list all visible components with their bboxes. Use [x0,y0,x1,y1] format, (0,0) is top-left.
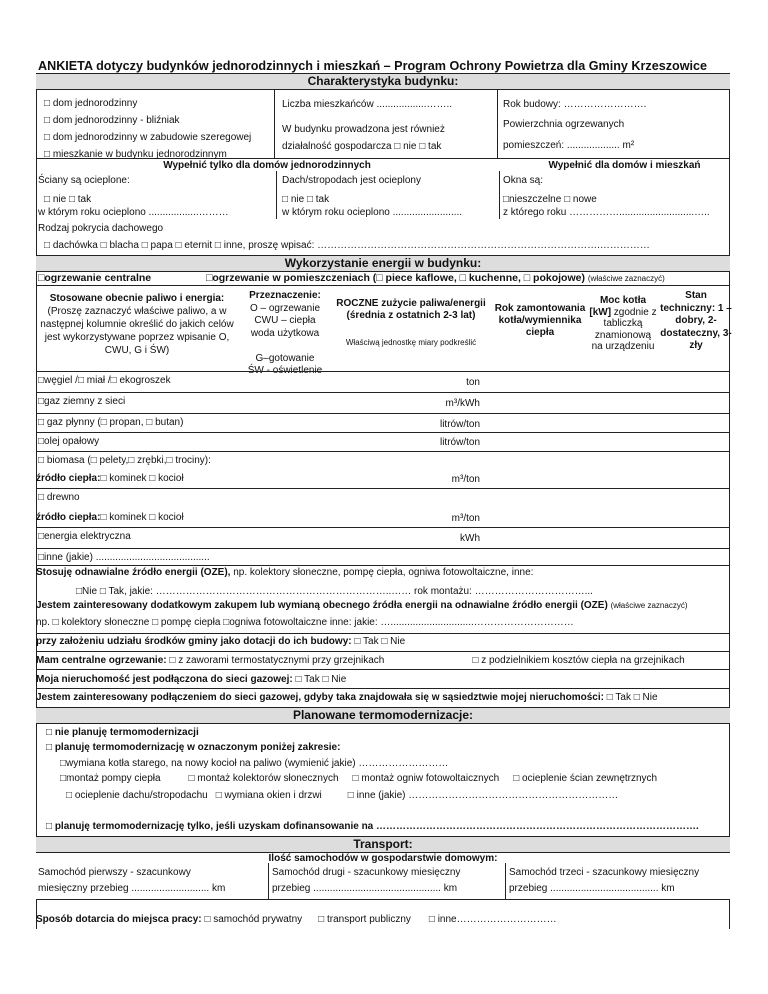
fuel-row-oil[interactable]: □olej opałowy [38,436,100,447]
car-1-field[interactable]: Samochód pierwszy - szacunkowy miesięczny przebieg ............................ km [38,867,226,894]
building-type-option[interactable]: □ dom jednorodzinny [44,98,138,109]
page-title: ANKIETA dotyczy budynków jednorodzinnych i mieszkań – Program Ochrony Powietrza dla Gminy Krzeszowice [38,59,708,73]
residents-count-field[interactable]: Liczba mieszkańców ..................…….. [282,99,453,110]
annual-use-col-note: Właściwą jednostkę miary podkreślić [345,338,477,347]
fuel-row-unit: litrów/ton [439,437,480,448]
car-3-field[interactable]: Samochód trzeci - szacunkowy miesięczny przebieg ....................................... km [509,867,700,894]
fuel-row-unit: litrów/ton [439,419,480,430]
building-type-list[interactable] [44,95,251,163]
heat-source-option[interactable]: źródło ciepła:□ kominek □ kocioł [36,473,184,484]
section-header-transport: Transport: [36,836,730,853]
fuel-row-unit: m³/kWh [445,398,480,409]
oze-answer-options[interactable]: □Nie □ Tak, jakie: ……………………………………………………………..…… rok montażu: ……………………………... [76,586,593,597]
windows-label: Okna są: [503,175,544,186]
cars-count-label: Ilość samochodów w gospodarstwie domowym: [268,853,498,864]
section-header-energy: Wykorzystanie energii w budynku: [36,255,730,272]
commute-question[interactable]: Sposób dotarcia do miejsca pracy: □ samochód prywatny □ transport publiczny □ inne………………………… [36,914,557,925]
heat-source-option[interactable]: źródło ciepła:□ kominek □ kocioł [36,512,184,523]
oze-question: Stosuję odnawialne źródło energii (OZE), np. kolektory słoneczne, pompę ciepła, ogniwa fotowoltaiczne, inne: [36,567,534,578]
roof-year-field[interactable]: w którym roku ocieplono ......................... [282,207,463,218]
purpose-col-header: Przeznaczenie: O – ogrzewanie CWU – ciepła woda użytkowa G–gotowanie ŚW - oświetlenie [247,290,323,376]
thermo-boiler-option[interactable]: □wymiana kotła starego, na nowy kocioł na paliwo (wymienić jakie) ……………………… [60,758,449,769]
fuel-row-coal[interactable]: □węgiel /□ miał /□ ekogroszek [38,375,171,386]
year-built-field[interactable]: Rok budowy: ……………………. [503,99,647,110]
fuel-row-unit: m³/ton [451,474,480,485]
thermo-options-row[interactable]: □montaż pompy ciepła □ montaż kolektorów słonecznych □ montaż ogniw fotowoltaicznych □ ocieplenie ścian zewnętrznych [60,773,658,784]
fuel-row-biomass[interactable]: □ biomasa (□ pelety,□ zrębki,□ trociny): [38,455,211,466]
thermo-plan-option[interactable]: □ planuję termomodernizację w oznaczonym poniżej zakresie: [46,742,341,753]
roof-label: Dach/stropodach jest ocieplony [282,175,421,186]
heated-area-field[interactable]: pomieszczeń: ................... m² [503,140,635,151]
walls-year-field[interactable]: w którym roku ocieplono ..................……… [38,207,229,218]
walls-label: Ściany są ocieplone: [38,175,130,186]
roof-options[interactable]: □ nie □ tak [282,194,330,205]
annual-use-col-header: ROCZNE zużycie paliwa/energii (średnia z ostatnich 2-3 lat) [336,298,486,321]
oze-interest-options[interactable]: np. □ kolektory słoneczne □ pompę ciepła □ogniwa fotowoltaiczne inne: jakie: …..............................………………………… [36,617,574,628]
fuel-row-unit: ton [466,377,480,388]
fuel-row-unit: m³/ton [451,513,480,524]
condition-col-header: Stan techniczny: 1 –dobry, 2-dostateczny, 3-zły [660,290,732,351]
houses-only-note: Wypełnić tylko dla domów jednorodzinnych [163,160,371,171]
fuel-col-header: Stosowane obecnie paliwo i energia: [49,293,225,304]
subsidy-question[interactable]: przy założeniu udziału środków gminy jako dotacji do ich budowy: □ Tak □ Nie [36,636,406,647]
windows-options[interactable]: □nieszczelne □ nowe [503,194,597,205]
fuel-row-lpg[interactable]: □ gaz płynny (□ propan, □ butan) [38,417,184,428]
thermo-funding-option[interactable]: □ planuję termomodernizację tylko, jeśli uzyskam dofinansowanie na ……………………………………………………………………………………. [46,821,699,832]
room-heating-option[interactable]: □ogrzewanie w pomieszczeniach (□ piece kaflowe, □ kuchenne, □ pokojowe) (właściwe zaznaczyć) [206,272,665,284]
building-type-option[interactable]: □ mieszkanie w budynku jednorodzinnym [44,149,227,160]
fuel-col-instructions: (Proszę zaznaczyć właściwe paliwo, a w następnej kolumnie określić do jakich celów jest wykorzystywane poprzez wpisanie O, CWU, G i ŚW) [40,306,234,356]
fuel-row-unit: kWh [460,533,480,544]
central-heating-question[interactable]: Mam centralne ogrzewanie: □ z zaworami termostatycznymi przy grzejnikach □ z podzielnikiem kosztów ciepła na grzejnikach [36,655,685,666]
car-2-field[interactable]: Samochód drugi - szacunkowy miesięczny przebieg .............................................. km [272,867,461,894]
section-header-thermo: Planowane termomodernizacje: [36,707,730,724]
houses-apts-note: Wypełnić dla domów i mieszkań [548,160,701,171]
business-activity-label: W budynku prowadzona jest również [282,124,445,135]
central-heating-option[interactable]: □ogrzewanie centralne [38,272,152,284]
fuel-row-electric[interactable]: □energia elektryczna [38,531,131,542]
heated-area-label: Powierzchnia ogrzewanych [503,119,625,130]
power-col-header: Moc kotła [kW] zgodnie z tabliczką znamionową na urządzeniu [589,295,657,352]
year-col-header: Rok zamontowania kotła/wymiennika ciepła [494,303,586,338]
roof-covering-options[interactable]: □ dachówka □ blacha □ papa □ eternit □ inne, proszę wpisać: ………………………………………………………………………….…………… [44,240,650,251]
fuel-row-gas[interactable]: □gaz ziemny z sieci [38,396,126,407]
oze-interest-question: Jestem zainteresowany dodatkowym zakupem lub wymianą obecnego źródła energii na odnawialne źródło energii (OZE) (właściwe zaznaczyć) [36,600,688,611]
thermo-options-row[interactable]: □ ocieplenie dachu/stropodachu □ wymiana okien i drzwi □ inne (jakie) ……………………………………………………… [66,790,619,801]
fuel-row-wood[interactable]: □ drewno [38,492,80,503]
gas-connected-question[interactable]: Moja nieruchomość jest podłączona do sieci gazowej: □ Tak □ Nie [36,674,347,685]
roof-covering-label: Rodzaj pokrycia dachowego [38,223,164,234]
fuel-row-other[interactable]: □inne (jakie) ......................................... [38,552,210,563]
business-activity-field[interactable]: działalność gospodarcza □ nie □ tak [282,141,442,152]
gas-interest-question[interactable]: Jestem zainteresowany podłączeniem do sieci gazowej, gdyby taka znajdowała się w sąsiedztwie mojej nieruchomości: □ Tak □ Nie [36,692,658,703]
section-header-building: Charakterystyka budynku: [36,73,730,90]
building-type-option[interactable]: □ dom jednorodzinny w zabudowie szeregowej [44,132,252,143]
windows-year-field[interactable]: z którego roku ……………...........................….. [503,207,710,218]
thermo-none-option[interactable]: □ nie planuję termomodernizacji [46,727,199,738]
building-type-option[interactable]: □ dom jednorodzinny - bliźniak [44,115,180,126]
walls-options[interactable]: □ nie □ tak [44,194,92,205]
